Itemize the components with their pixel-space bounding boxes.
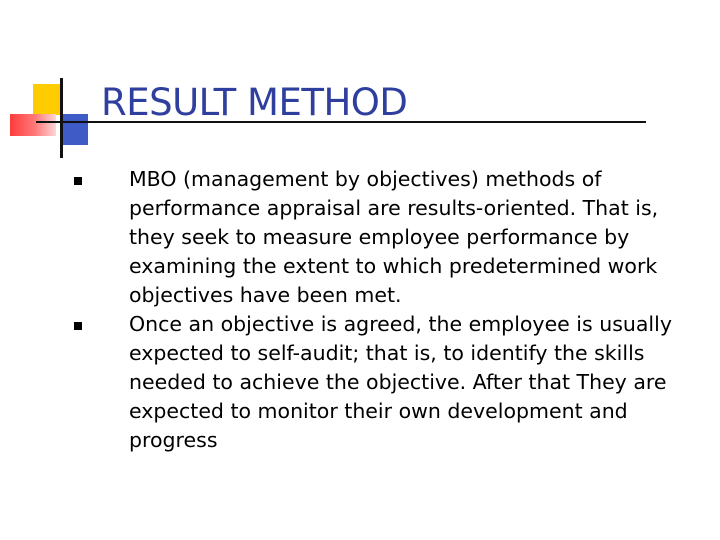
bullet-item [74,310,704,455]
title-decoration-yellow-square [33,84,63,115]
title-decoration-red-bar [10,114,56,136]
bullet-text: MBO (management by objectives) methods of performance appraisal are results-oriented. That is, they seek to measure employee performance by examining the extent to which predetermined work objectives have been met. [129,167,659,307]
bullet-text: Once an objective is agreed, the employee is usually expected to self-audit; that is, to identify the skills needed to achieve the objective. After that They are expected to monitor their own development and progress [129,312,672,452]
title-decoration-blue-square [60,114,88,145]
bullet-list [74,165,704,455]
slide-title: RESULT METHOD [101,81,408,124]
square-bullet-icon [74,322,82,330]
title-decoration-vertical-line [60,78,63,158]
square-bullet-icon [74,177,82,185]
bullet-item [74,165,704,310]
